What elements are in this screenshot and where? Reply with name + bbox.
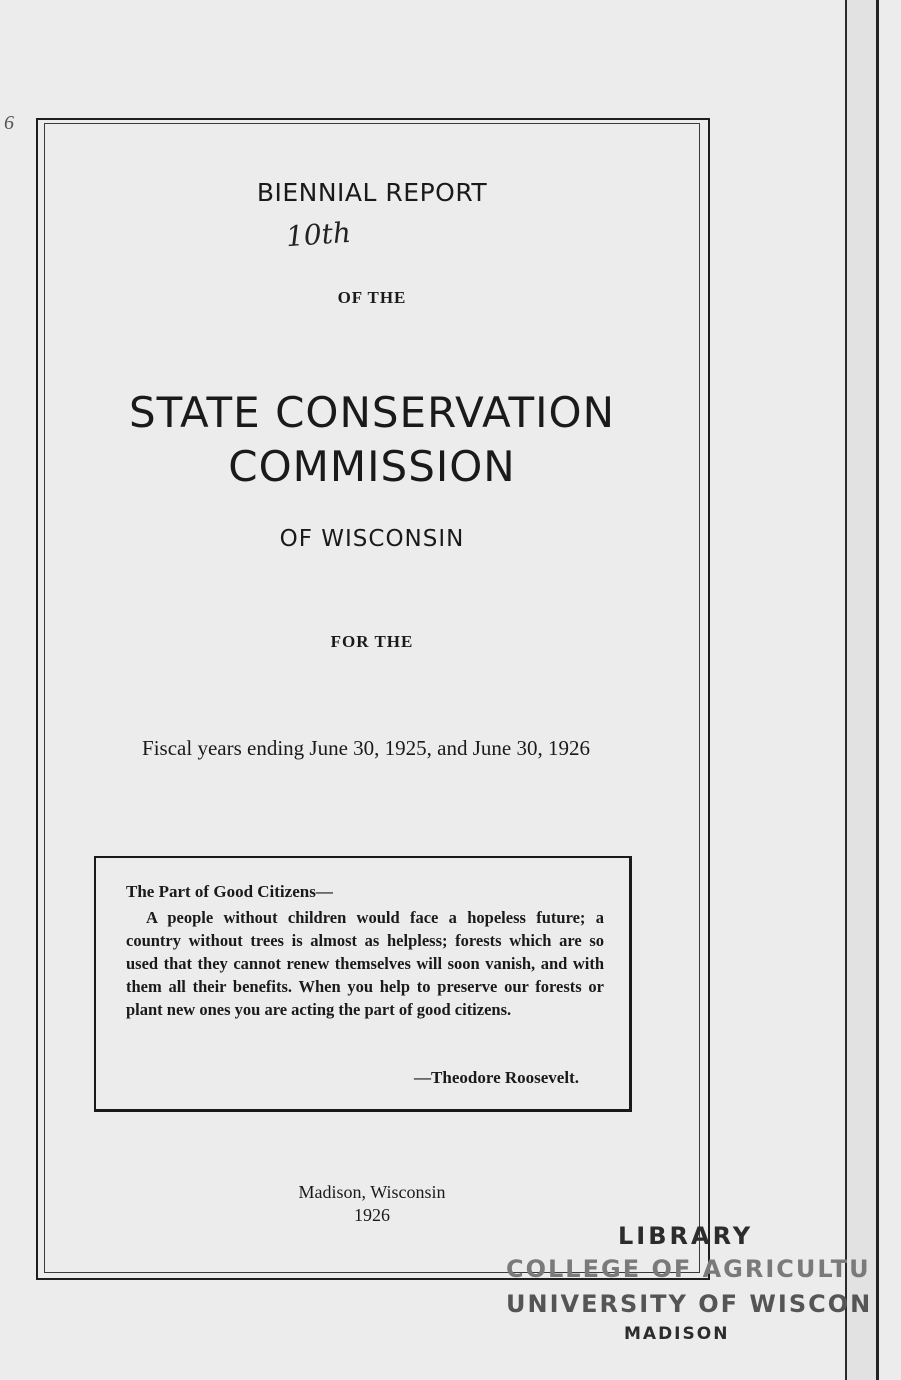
title-line-2: COMMISSION — [228, 442, 516, 491]
imprint-year: 1926 — [354, 1205, 390, 1225]
quote-author: —Theodore Roosevelt. — [414, 1068, 579, 1087]
page-edge-line — [845, 0, 847, 1380]
subtitle: OF WISCONSIN — [279, 526, 465, 552]
library-stamp-line-2: COLLEGE OF AGRICULTU — [506, 1255, 871, 1283]
quote-box — [94, 856, 632, 1112]
library-stamp-line-3: UNIVERSITY OF WISCON — [506, 1290, 873, 1318]
adjacent-page-strip — [847, 0, 876, 1380]
handwritten-note: 10th — [284, 215, 352, 254]
fiscal-years-line: Fiscal years ending June 30, 1925, and June 30, 1926 — [142, 736, 590, 760]
of-the-line: OF THE — [337, 288, 407, 307]
for-the-line: FOR THE — [330, 632, 414, 651]
quote-body: A people without children would face a hopeless future; a country without trees is almost as helpless; forests which are so used that they cannot renew themselves will soon vanish, and with them all their benefits. When you help to preserve our forests or plant new ones you are acting the part of good citizens. — [126, 908, 604, 1019]
library-stamp-line-4: MADISON — [624, 1324, 730, 1344]
library-stamp-line-1: LIBRARY — [618, 1222, 754, 1250]
quote-title: The Part of Good Citizens— — [126, 882, 333, 901]
page-edge-line — [876, 0, 879, 1380]
imprint-place: Madison, Wisconsin — [298, 1182, 446, 1202]
title-line-1: STATE CONSERVATION — [129, 388, 615, 437]
margin-mark: 6 — [4, 112, 14, 134]
report-heading: BIENNIAL REPORT — [256, 178, 488, 207]
